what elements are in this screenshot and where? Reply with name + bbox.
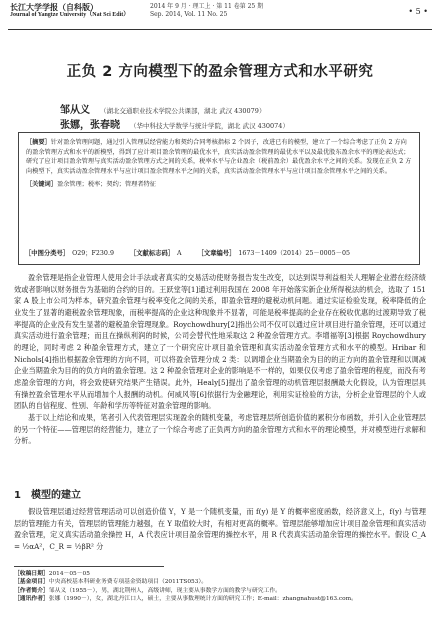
document-code: ［文献标志码］ A [129, 250, 182, 258]
classification-row [25, 249, 413, 259]
journal-name [10, 3, 129, 19]
author-affiliation: （华中科技大学数学与统计学院，湖北 武汉 430074） [130, 122, 289, 130]
footnote-corresponding: ［通讯作者］张娜（1990－），女，湖北丹江口人，硕士，主要从事数理统计方面的研究工作；E-mail：zhangnahust@163.com。 [14, 596, 357, 603]
abstract-label: ［摘要］ [26, 139, 51, 146]
author-affiliation: （湖北交通职业技术学院公共课部，湖北 武汉 430079） [100, 107, 266, 115]
issue-line-cn: 2014 年 9 月 · 理工上 · 第 11 卷第 25 期 [150, 3, 264, 10]
paper-title: 正负 2 方向模型下的盈余管理方式和水平研究 [66, 64, 374, 80]
issue-info [150, 3, 263, 19]
abstract-text: 针对盈余管理问题，通过引入管理层经营能力和契约合同考核指标 2 个因子，改进已有的模型，建立了一个综合考虑了正负 2 方向的盈余管理方式和水平的新模型，得到了应计项目盈余管理的最优水平，真实活动盈余管理的最优水平以及最优股东盈余水平的理论表达式；研究了应计项目盈余管理与真实活动盈余管理方式之间的关系，税率水平与企业盈余（税前盈余）最优盈余水平之间的关系。发现在正负 2 方向模型下，真实活动盈余管理水平与应计项目盈余管理水平之间的关系，真实活动盈余管理水平与应计项目盈余管理水平之间的关系。 [26, 139, 412, 175]
keywords-label: ［关键词］ [26, 181, 57, 189]
footnote-author: ［作者简介］邹从义（1955－），男，湖北荆州人，高级讲师，现主要从事数学方面的教学与研究工作。 [14, 587, 281, 594]
section-heading: 1 模型的建立 [14, 490, 81, 501]
keywords [26, 180, 412, 190]
author-line-2 [60, 116, 289, 131]
header-rule [8, 29, 432, 30]
footnote-rule [14, 566, 164, 567]
keywords-text: 盈余管理；税率；契约；管理者特征 [56, 181, 156, 189]
body-paragraph: 盈余管理是指企业管理人使用会计手法或者真实的交易活动使财务报告发生改变，以达到误导利益相关人理解企业潜在经济绩效或者影响以财务报告为基础的合约的目的。王跃堂等[1]通过利用我国在 2008 年开始落实新企业所得税法的机会，选取了 151 家 A 股上市公司为样本，研究盈余管理与税率变化之间的关系，即盈余管理的避税动机问题。通过实证检验发现，税率降低的企业发生了显著的避税盈余管理现象，而税率提高的企业这种现象并不显著，可能是税率提高的企业存在税收优惠的过渡期导致了税率提高的企业没有发生显著的避税盈余管理现象。Roychowdhury[2]指出公司不仅可以通过应计项目进行盈余管理，还可以通过真实活动进行盈余管理；而且在操纵利润的时候，公司会替代性地采取这 2 种盈余管理方式。李增福等[3]根据 Roychowdhury 的理论，同时考虑 2 种盈余管理方式，建立了一个研究应计项目盈余管理和真实活动盈余管理方式和水平的模型。Hribar 和 Nichols[4]指出根据盈余管理的方向不同，可以将盈余管理分成 2 类：以调增企业当期盈余为目的的正方向的盈余管理和以调减企业当期盈余为目的的负方向的盈余管理。这 2 种盈余管理对企业的影响是不一样的，如果仅仅考虑了盈余管理的程度，而没有考虑盈余管理的方向，将会致使研究结果产生错误。此外，Healy[5]提出了盈余管理的动机管理层报酬最大化假设，认为管理层具有操控盈余管理水平从而增加个人报酬的动机。何威风等[6]依据行为金融理论，利用实证检验的方法，分析企业管理层的个人或团队的自信程度、性别、年龄和学历等特征对盈余管理的影响。 [14, 273, 426, 411]
article-number: ［文章编号］ 1673－1409（2014）25－0005－05 [197, 250, 350, 258]
footnote-fund: ［基金项目］中央高校基本科研业务费专项基金资助项目（2011TS053）。 [14, 579, 208, 586]
author-name: 邹从义 [60, 105, 90, 116]
clc-code: ［中图分类号］ O29；F230.9 [25, 250, 114, 258]
footnote-received: ［收稿日期］2014－05－05 [14, 571, 90, 577]
issue-line-en: Sep. 2014, Vol. 11 No. 25 [150, 10, 228, 18]
journal-header [0, 0, 440, 30]
introduction [14, 272, 426, 447]
journal-name-cn: 长江大学学报（自科版） [10, 3, 98, 12]
author-line-1 [60, 101, 265, 116]
body-paragraph: 基于以上结论和成果，笔者引入代表管理层实现盈余的随机变量，考虑管理层所创造价值的累积分布函数，并引入企业管理层的另一个特征——管理层的经营能力，建立了一个综合考虑了正负两方向的盈余管理方式和水平的理论模型，并对模型进行求解和分析。 [14, 412, 426, 446]
abstract [26, 138, 412, 176]
model-section [14, 506, 426, 553]
journal-name-en: Journal of Yangtze University（Nat Sci Edit） [10, 12, 130, 19]
abstract-box [18, 132, 420, 265]
page-number: • 5 • [408, 7, 428, 16]
footnotes [14, 570, 426, 604]
body-paragraph: 假设管理层通过经营管理活动可以创造价值 Y，Y 是一个随机变量，而 f(y) 是 Y 的概率密度函数，经济意义上，f(y) 与管理层的管理能力有关，管理层的管理能力越强，在 Y 取值较大时，有相对更高的概率。管理层能够增加应计项目盈余管理和真实活动盈余管理，定义真实活动盈余操控 H，A 代表应计项目盈余管理的操控水平，用 R 代表真实活动盈余管理的操控水平。假设 C_A = ½αA²，C_R = ½βR² 分 [14, 507, 426, 551]
author-name: 张娜，张春晓 [60, 120, 120, 131]
